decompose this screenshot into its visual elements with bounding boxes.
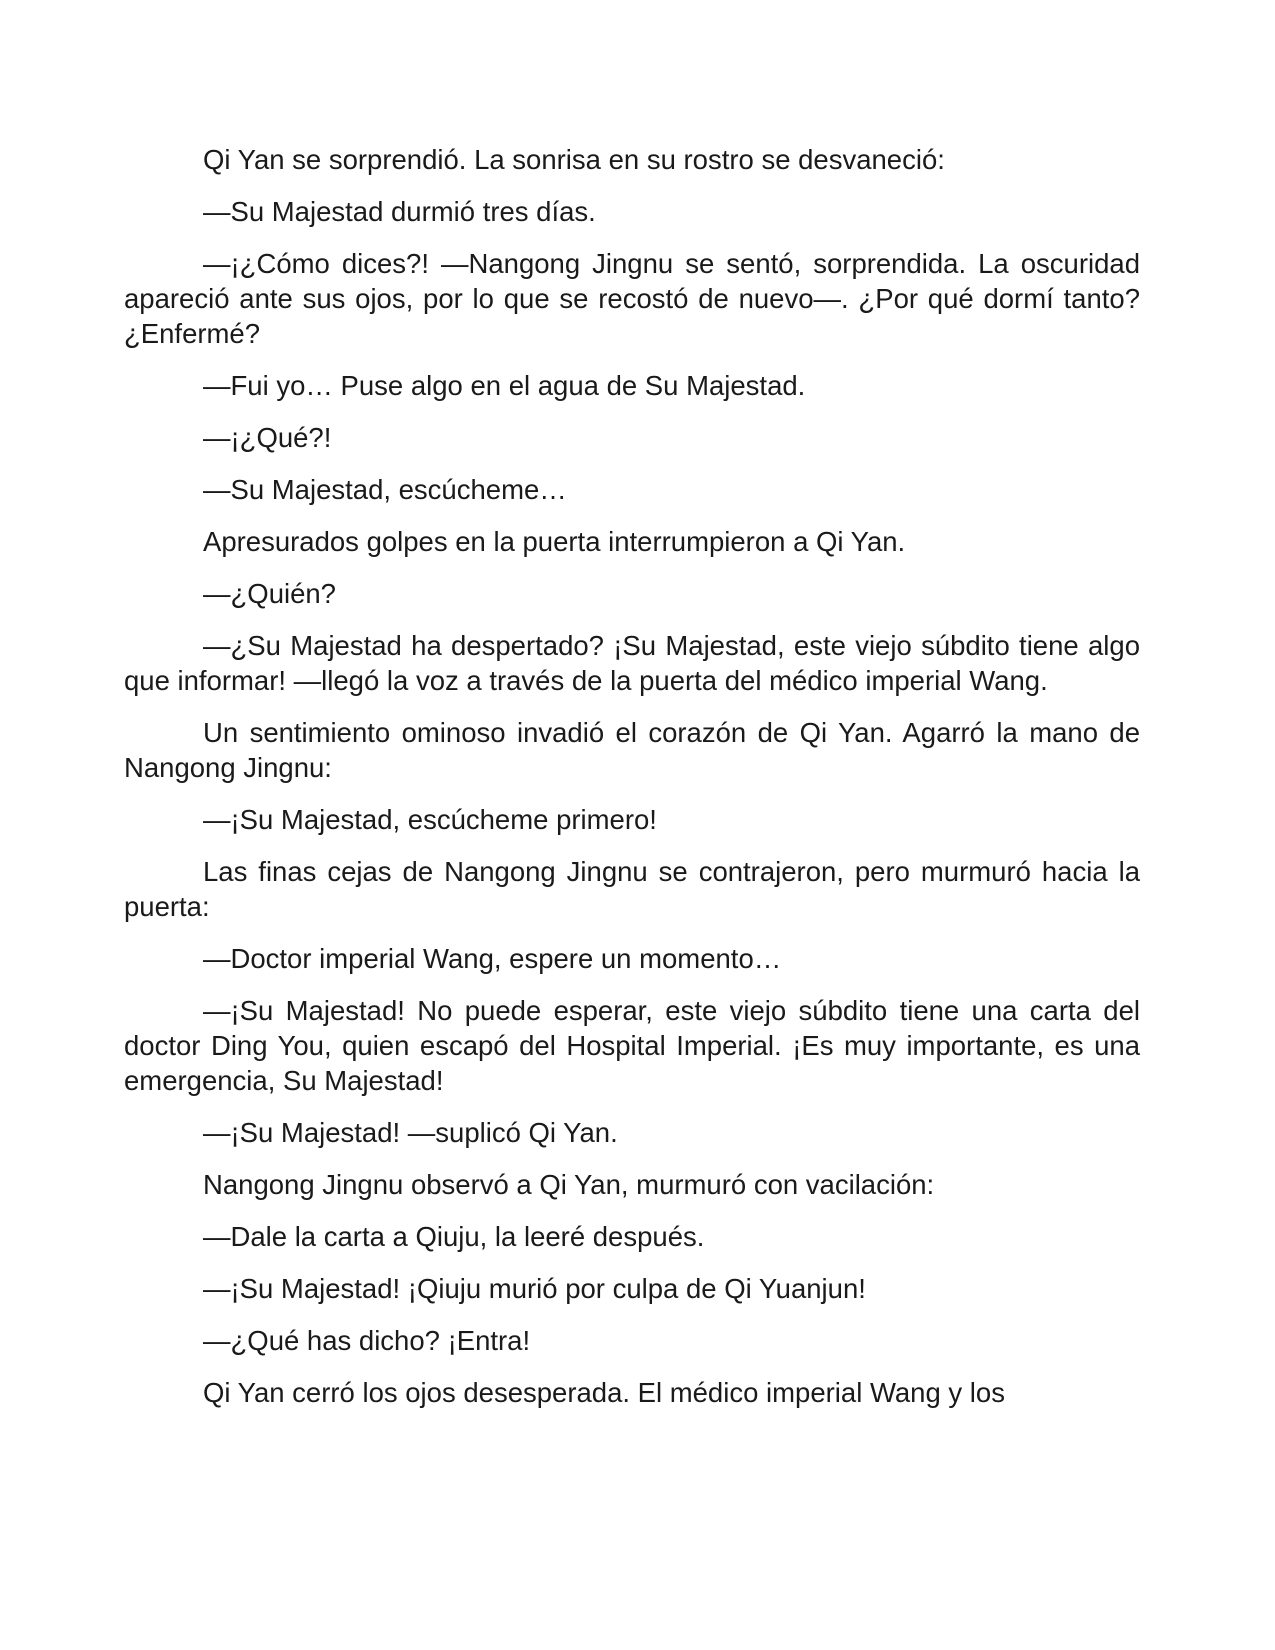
paragraph: —Su Majestad, escúcheme… [203, 474, 567, 505]
paragraph: Qi Yan cerró los ojos desesperada. El médico imperial Wang y los [203, 1377, 1005, 1408]
paragraph: —¡¿Qué?! [203, 422, 332, 453]
paragraph: Las finas cejas de Nangong Jingnu se contrajeron, pero murmuró hacia la puerta: [124, 856, 1140, 922]
paragraph: Apresurados golpes en la puerta interrumpieron a Qi Yan. [203, 526, 906, 557]
paragraph: —¡Su Majestad, escúcheme primero! [203, 804, 657, 835]
paragraph: —¡Su Majestad! —suplicó Qi Yan. [203, 1117, 618, 1148]
paragraph: —¡Su Majestad! No puede esperar, este viejo súbdito tiene una carta del doctor Ding You, quien escapó del Hospital Imperial. ¡Es muy importante, es una emergencia, Su Majestad! [124, 995, 1140, 1096]
paragraph: Un sentimiento ominoso invadió el corazón de Qi Yan. Agarró la mano de Nangong Jingnu: [124, 717, 1140, 783]
paragraph: —Dale la carta a Qiuju, la leeré después. [203, 1221, 705, 1252]
paragraph: Qi Yan se sorprendió. La sonrisa en su rostro se desvaneció: [203, 144, 945, 175]
paragraph: —¡Su Majestad! ¡Qiuju murió por culpa de Qi Yuanjun! [203, 1273, 866, 1304]
paragraph: —¿Su Majestad ha despertado? ¡Su Majestad, este viejo súbdito tiene algo que informar! —llegó la voz a través de la puerta del médico imperial Wang. [124, 630, 1140, 696]
paragraph: —¿Qué has dicho? ¡Entra! [203, 1325, 531, 1356]
paragraph: —Doctor imperial Wang, espere un momento… [203, 943, 782, 974]
body-text [124, 142, 1140, 1427]
paragraph: —¡¿Cómo dices?! —Nangong Jingnu se sentó, sorprendida. La oscuridad apareció ante sus ojos, por lo que se recostó de nuevo—. ¿Por qué dormí tanto? ¿Enfermé? [124, 248, 1140, 349]
paragraph: Nangong Jingnu observó a Qi Yan, murmuró con vacilación: [203, 1169, 935, 1200]
paragraph: —Su Majestad durmió tres días. [203, 196, 596, 227]
paragraph: —¿Quién? [203, 578, 336, 609]
paragraph: —Fui yo… Puse algo en el agua de Su Majestad. [203, 370, 806, 401]
